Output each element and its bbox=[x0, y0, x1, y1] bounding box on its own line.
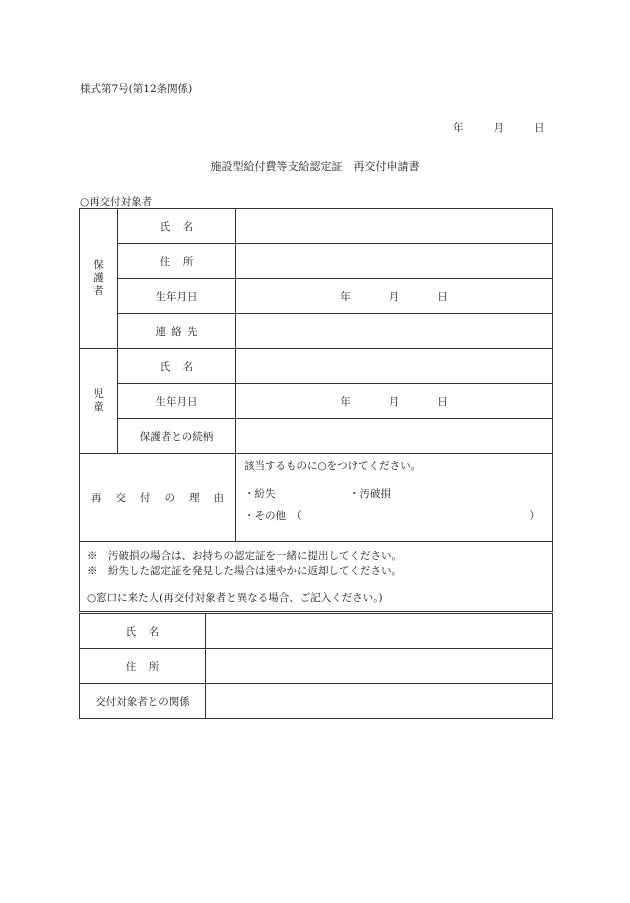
guardian-name-field[interactable] bbox=[236, 209, 553, 244]
child-name-label: 氏名 bbox=[118, 349, 236, 384]
child-relation-label: 保護者との続柄 bbox=[118, 419, 236, 454]
guardian-birthdate-label: 生年月日 bbox=[118, 279, 236, 314]
reissue-reason-label: 再 交 付 の 理 由 bbox=[80, 454, 236, 542]
year-label: 年 bbox=[453, 122, 464, 134]
reissue-target-table bbox=[79, 208, 553, 612]
child-relation-field[interactable] bbox=[236, 419, 553, 454]
notes-cell bbox=[80, 542, 553, 612]
reason-option-damaged[interactable]: ・汚破損 bbox=[349, 488, 391, 500]
visitor-name-field[interactable] bbox=[206, 614, 553, 649]
section-reissue-target-title: ○再交付対象者 bbox=[80, 196, 153, 208]
section-visitor-title: ○窓口に来た人(再交付対象者と異なる場合、ご記入ください。) bbox=[87, 592, 383, 604]
note-lost: ※ 紛失した認定証を発見した場合は速やかに返却してください。 bbox=[87, 565, 402, 577]
reason-option-lost[interactable]: ・紛失 bbox=[244, 488, 276, 500]
note-damaged: ※ 汚破損の場合は、お持ちの認定証を一緒に提出してください。 bbox=[87, 550, 402, 562]
child-birthdate-field[interactable]: 年 月 日 bbox=[236, 384, 553, 419]
form-number: 様式第7号(第12条関係) bbox=[80, 83, 193, 95]
guardian-group-label: 保 護 者 bbox=[80, 209, 118, 349]
reason-option-other[interactable]: ・その他 （ bbox=[244, 510, 302, 522]
reason-instruction: 該当するものに○をつけてください。 bbox=[244, 460, 422, 472]
visitor-relation-field[interactable] bbox=[206, 684, 553, 719]
reissue-reason-options bbox=[236, 454, 553, 542]
guardian-address-field[interactable] bbox=[236, 244, 553, 279]
page-title: 施設型給付費等支給認定証 再交付申請書 bbox=[210, 160, 420, 173]
visitor-relation-label: 交付対象者との関係 bbox=[80, 684, 206, 719]
submission-date bbox=[453, 120, 545, 135]
visitor-name-label: 氏名 bbox=[80, 614, 206, 649]
day-label: 日 bbox=[534, 122, 545, 134]
child-birthdate-label: 生年月日 bbox=[118, 384, 236, 419]
guardian-contact-label: 連絡先 bbox=[118, 314, 236, 349]
child-group-label: 児 童 bbox=[80, 349, 118, 454]
guardian-contact-field[interactable] bbox=[236, 314, 553, 349]
visitor-address-field[interactable] bbox=[206, 649, 553, 684]
guardian-address-label: 住所 bbox=[118, 244, 236, 279]
child-name-field[interactable] bbox=[236, 349, 553, 384]
reason-other-close-paren: ） bbox=[529, 510, 540, 522]
visitor-address-label: 住所 bbox=[80, 649, 206, 684]
guardian-birthdate-field[interactable]: 年 月 日 bbox=[236, 279, 553, 314]
visitor-table bbox=[79, 613, 553, 719]
guardian-name-label: 氏名 bbox=[118, 209, 236, 244]
month-label: 月 bbox=[493, 122, 504, 134]
